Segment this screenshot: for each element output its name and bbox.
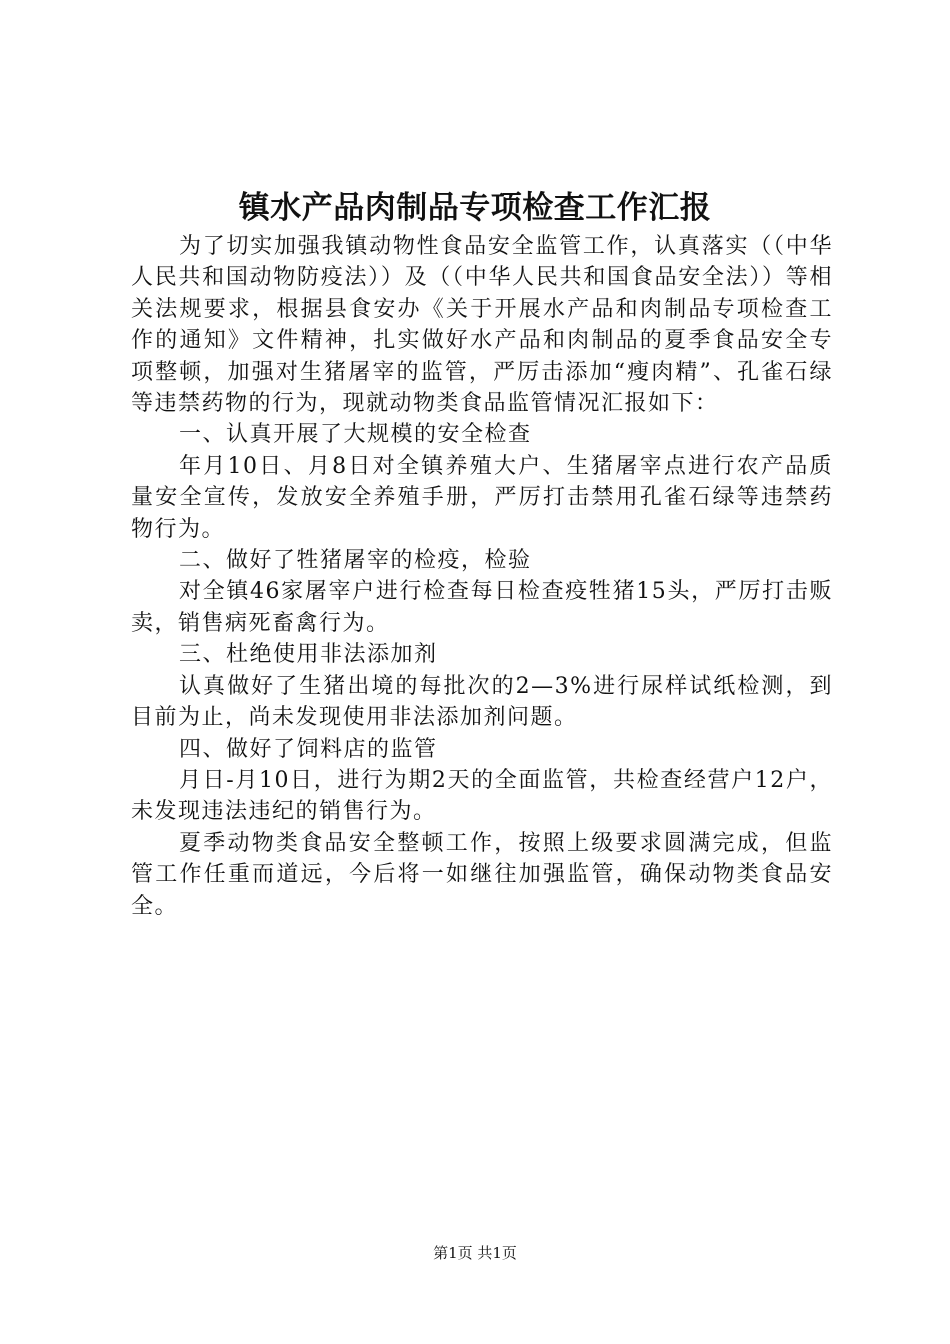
section-body-2: 对全镇46家屠宰户进行检查每日检查疫牲猪15头，严厉打击贩卖，销售病死畜禽行为。	[131, 579, 833, 636]
conclusion-paragraph: 夏季动物类食品安全整顿工作，按照上级要求圆满完成，但监管工作任重而道远，今后将一如继往加强监管，确保动物类食品安全。	[131, 830, 833, 919]
section-body-1: 年月10日、月8日对全镇养殖大户、生猪屠宰点进行农产品质量安全宣传，发放安全养殖手册，严厉打击禁用孔雀石绿等违禁药物行为。	[131, 453, 833, 542]
section-heading-1: 一、认真开展了大规模的安全检查	[179, 422, 532, 448]
page-footer: 第1页 共1页	[433, 1244, 517, 1262]
section-body-3: 认真做好了生猪出境的每批次的2—3%进行尿样试纸检测，到目前为止，尚未发现使用非法添加剂问题。	[131, 673, 833, 731]
document-title: 镇水产品肉制品专项检查工作汇报	[238, 190, 712, 226]
document-body	[131, 231, 833, 922]
section-heading-2: 二、做好了牲猪屠宰的检疫，检验	[179, 548, 532, 574]
section-body-4: 月日-月10日，进行为期2天的全面监管，共检查经营户12户，未发现违法违纪的销售行为。	[131, 767, 833, 825]
intro-paragraph: 为了切实加强我镇动物性食品安全监管工作，认真落实（（中华人民共和国动物防疫法））及（（中华人民共和国食品安全法））等相关法规要求，根据县食安办《关于开展水产品和肉制品专项检查工作的通知》文件精神，扎实做好水产品和肉制品的夏季食品安全专项整顿，加强对生猪屠宰的监管，严厉击添加“瘦肉精”、孔雀石绿等违禁药物的行为，现就动物类食品监管情况汇报如下：	[131, 234, 833, 417]
section-heading-4: 四、做好了饲料店的监管	[179, 736, 438, 762]
section-heading-3: 三、杜绝使用非法添加剂	[179, 642, 438, 668]
